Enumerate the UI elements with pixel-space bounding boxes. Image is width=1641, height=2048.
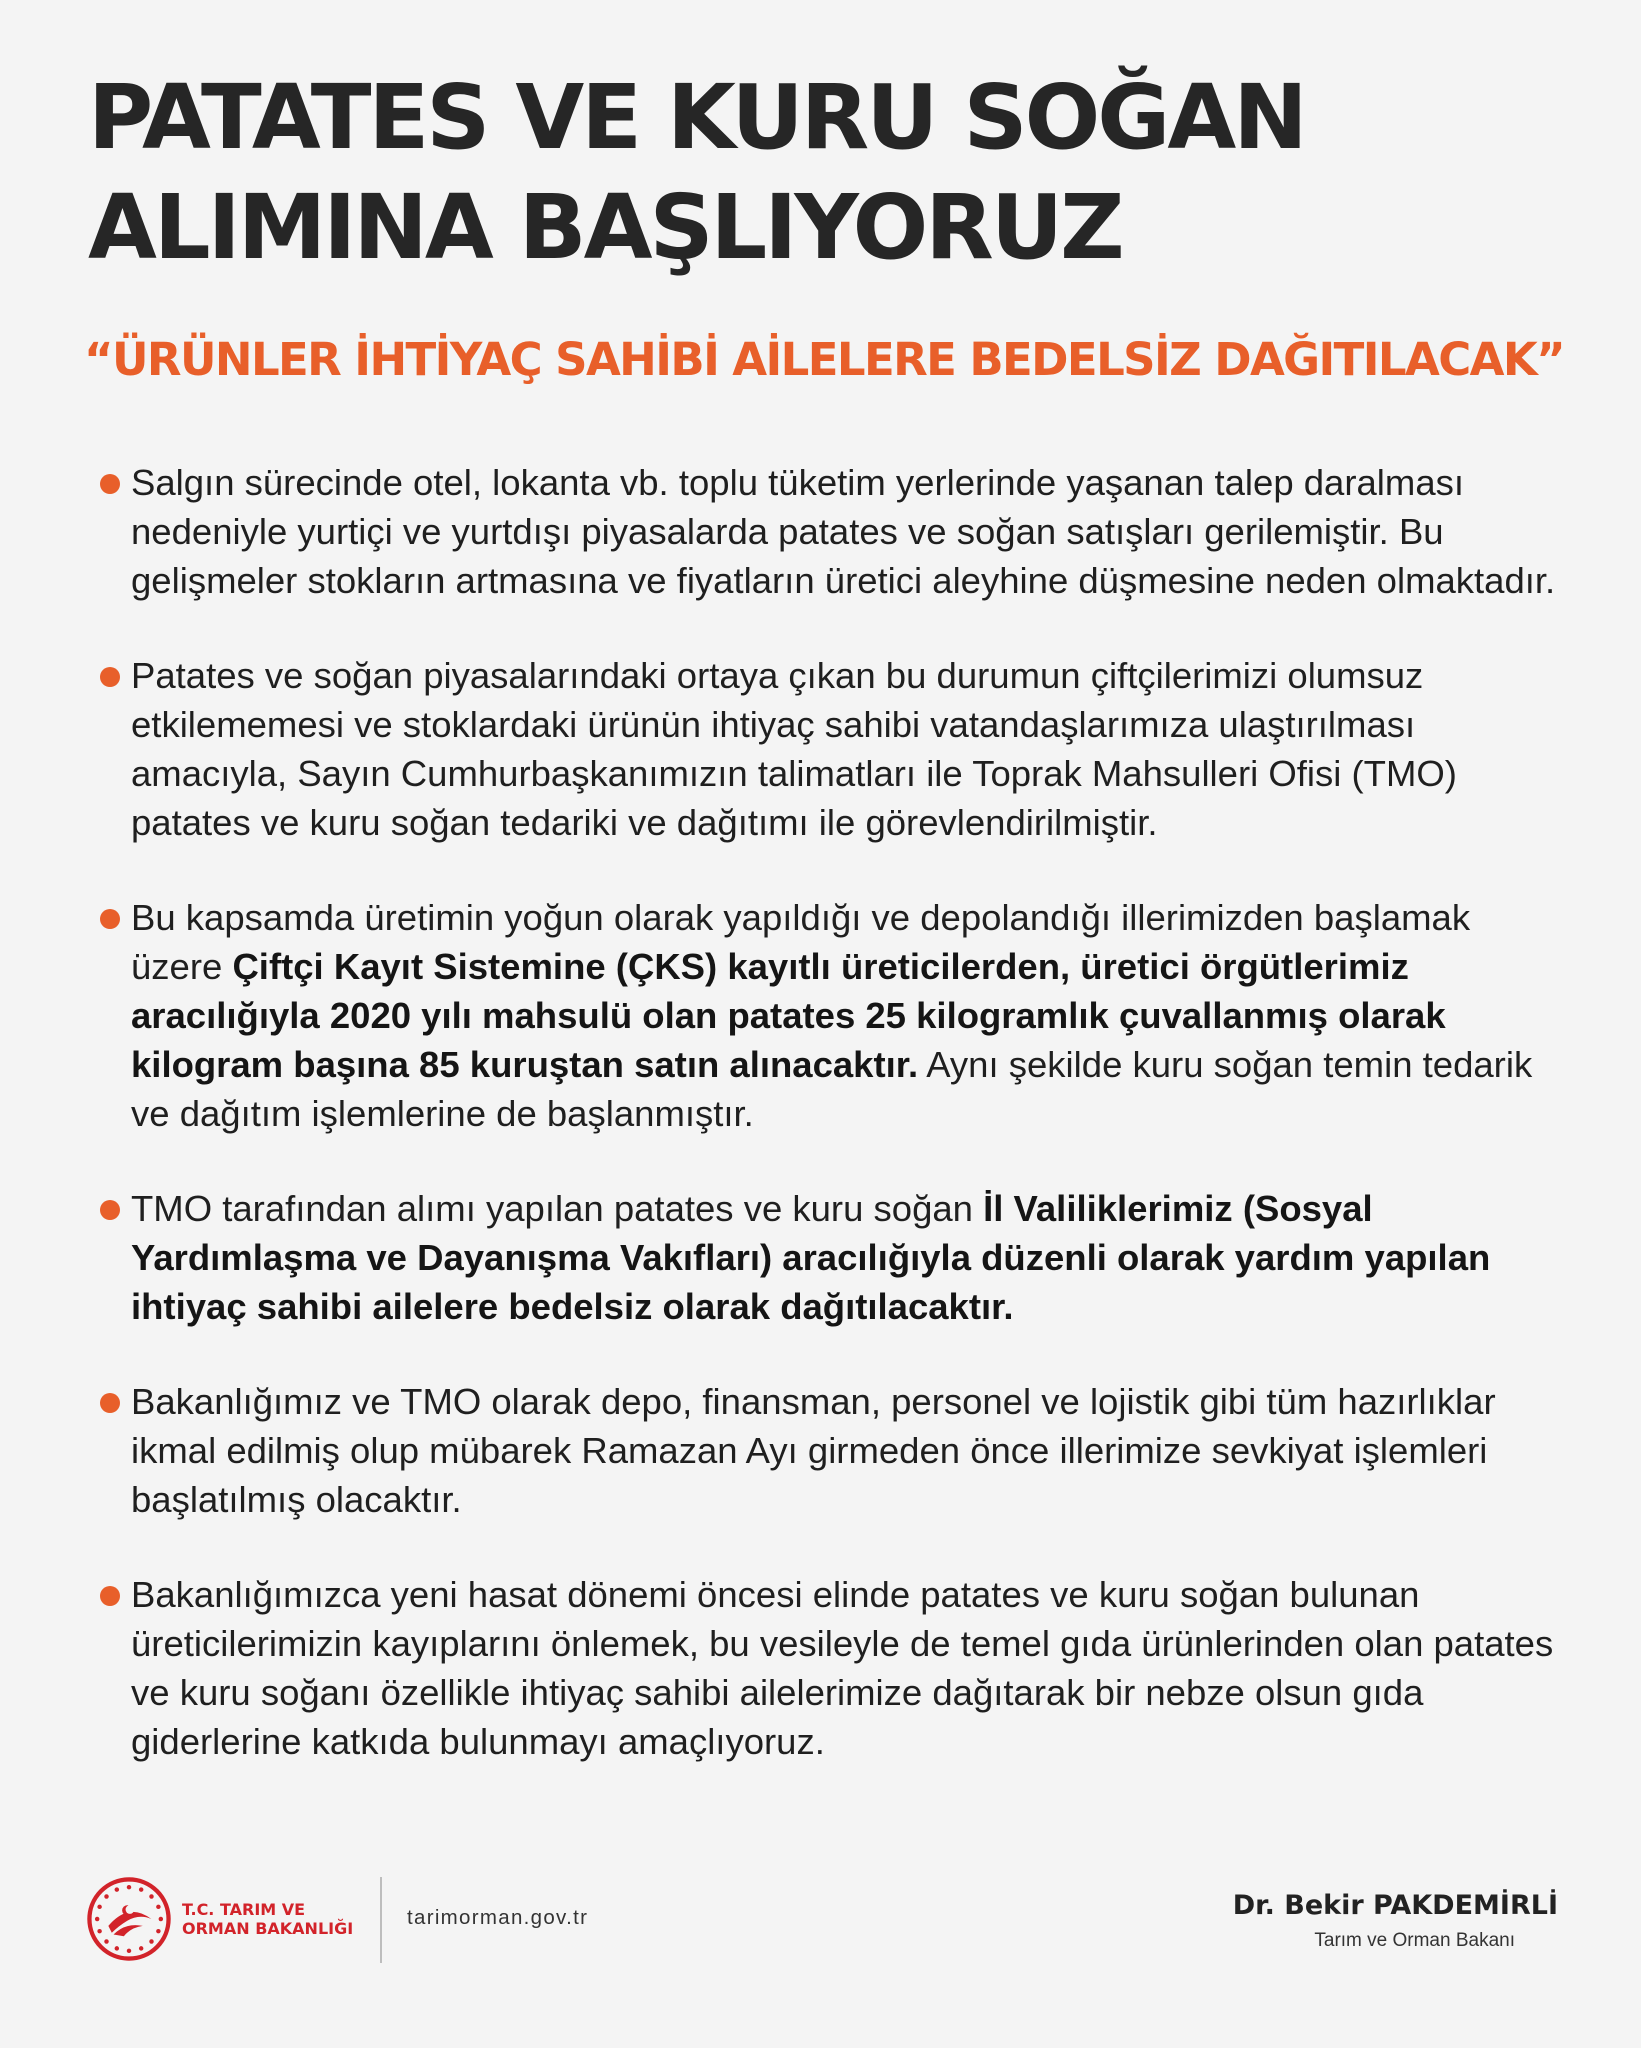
bullet-dot-icon (100, 909, 120, 929)
minister-name: Dr. Bekir PAKDEMİRLİ (1232, 1890, 1558, 1921)
emblem-star (97, 1905, 101, 1909)
ministry-emblem-icon (86, 1876, 172, 1962)
emblem-star (97, 1929, 101, 1933)
page-subtitle: “ÜRÜNLER İHTİYAÇ SAHİBİ AİLELERE BEDELSİZ DAĞITILACAK” (84, 333, 1565, 386)
ministry-name-line2: ORMAN BAKANLIĞI (182, 1919, 354, 1938)
page-title: PATATES VE KURU SOĞAN ALIMINA BAŞLIYORUZ (88, 65, 1305, 279)
bullet-text: Salgın sürecinde otel, lokanta vb. toplu tüketim yerlerinde yaşanan talep daralması nedeniyle yurtiçi ve yurtdışı piyasalarda patates ve soğan satışları gerilemiştir. Bu gelişmeler stokların artmasına ve fiyatların üretici aleyhine düşmesine neden olmaktadır. (131, 462, 1556, 601)
ministry-name-line1: T.C. TARIM VE (182, 1900, 306, 1919)
emblem-star (149, 1939, 153, 1943)
bullet-text: Patates ve soğan piyasalarındaki ortaya çıkan bu durumun çiftçilerimizi olumsuz etkilememesi ve stoklardaki ürünün ihtiyaç sahibi vatandaşlarımıza ulaştırılması amacıyla, Sayın Cumhurbaşkanımızın talimatları ile Toprak Mahsulleri Ofisi (TMO) patates ve kuru soğan tedariki ve dağıtımı ile görevlendirilmiştir. (131, 655, 1457, 843)
bullet-dot-icon (100, 474, 120, 494)
bullet-dot-icon (100, 667, 120, 687)
emblem-star (156, 1905, 160, 1909)
bullet-item (100, 1570, 1560, 1766)
bullet-item (100, 1184, 1560, 1331)
emblem-star (159, 1917, 163, 1921)
minister-title: Tarım ve Orman Bakanı (1314, 1930, 1515, 1951)
emblem-star (139, 1887, 143, 1891)
bullet-item (100, 1377, 1560, 1524)
bullet-text: Bu kapsamda üretimin yoğun olarak yapıldığı ve depolandığı illerimizden başlamak üzere (131, 897, 1471, 987)
bullet-dot-icon (100, 1200, 120, 1220)
emblem-star (104, 1894, 108, 1898)
bullet-item (100, 458, 1560, 605)
bullet-dot-icon (100, 1393, 120, 1413)
emblem-star (95, 1917, 99, 1921)
emblem-star (104, 1939, 108, 1943)
emblem-star (149, 1894, 153, 1898)
ministry-name (182, 1900, 353, 1938)
bullet-text: Bakanlığımız ve TMO olarak depo, finansman, personel ve lojistik gibi tüm hazırlıklar ikmal edilmiş olup mübarek Ramazan Ayı girmeden önce illerimize sevkiyat işlemleri başlatılmış olacaktır. (131, 1381, 1496, 1520)
emblem-star (127, 1949, 131, 1953)
footer-divider (380, 1877, 382, 1963)
bullet-text: Aynı şekilde kuru soğan temin tedarik ve dağıtım işlemlerine de başlanmıştır. (131, 1044, 1533, 1134)
bullet-text: TMO tarafından alımı yapılan patates ve kuru soğan (131, 1188, 984, 1229)
bullet-item (100, 651, 1560, 847)
emblem-star (115, 1887, 119, 1891)
bullet-text-bold: Çiftçi Kayıt Sistemine (ÇKS) kayıtlı üreticilerden, üretici örgütlerimiz aracılığıyla 2020 yılı mahsulü olan patates 25 kilogramlık çuvallanmış olarak kilogram başına 85 kuruştan satın alınacaktır. (131, 946, 1446, 1085)
bullet-list (100, 458, 1560, 1766)
emblem-star (127, 1885, 131, 1889)
bullet-dot-icon (100, 1586, 120, 1606)
bullet-text: Bakanlığımızca yeni hasat dönemi öncesi elinde patates ve kuru soğan bulunan üreticilerimizin kayıplarını önlemek, bu vesileyle de temel gıda ürünlerinden olan patates ve kuru soğanı özellikle ihtiyaç sahibi ailelerimize dağıtarak bir nebze olsun gıda giderlerine katkıda bulunmayı amaçlıyoruz. (131, 1574, 1554, 1762)
bullet-item (100, 893, 1560, 1138)
emblem-star (139, 1946, 143, 1950)
emblem-star (115, 1946, 119, 1950)
website-link[interactable]: tarimorman.gov.tr (407, 1906, 589, 1929)
bullet-text-bold: İl Valiliklerimiz (Sosyal Yardımlaşma ve Dayanışma Vakıfları) aracılığıyla düzenli olarak yardım yapılan ihtiyaç sahibi ailelere bedelsiz olarak dağıtılacaktır. (131, 1188, 1491, 1327)
emblem-star (156, 1929, 160, 1933)
